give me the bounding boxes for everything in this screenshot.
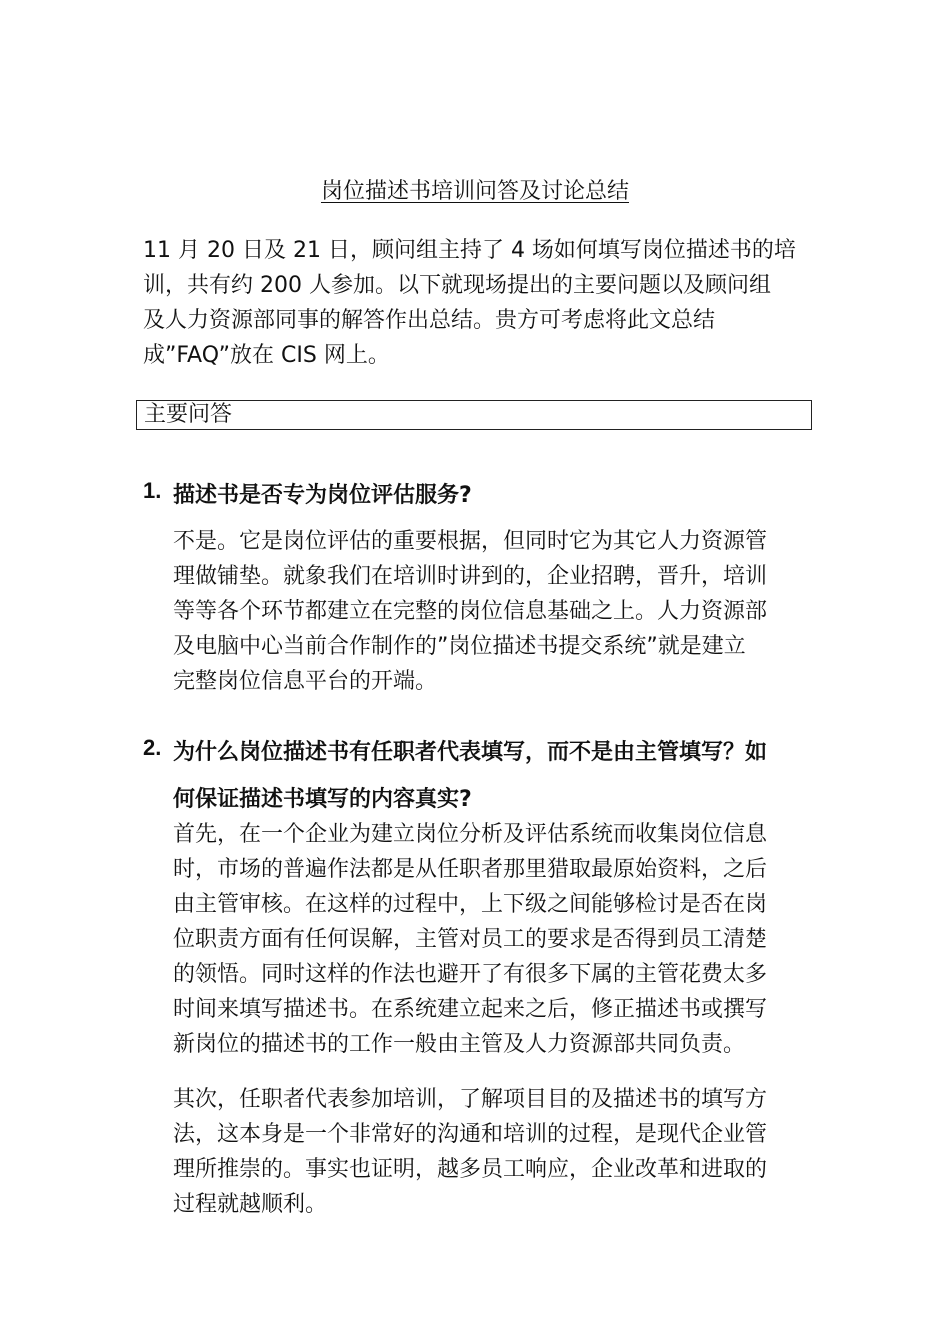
question-text: 为什么岗位描述书有任职者代表填写，而不是由主管填写？如 <box>173 740 768 765</box>
answer-line: 时，市场的普遍作法都是从任职者那里猎取最原始资料，之后 <box>173 857 768 882</box>
answer-line: 位职责方面有任何误解，主管对员工的要求是否得到员工清楚 <box>173 927 768 952</box>
intro-line: 成”FAQ”放在 CIS 网上。 <box>143 343 390 368</box>
intro-line: 训，共有约 200 人参加。以下就现场提出的主要问题以及顾问组 <box>143 273 771 298</box>
answer-line: 理做铺垫。就象我们在培训时讲到的，企业招聘，晋升，培训 <box>173 564 768 589</box>
answer-line: 首先，在一个企业为建立岗位分析及评估系统而收集岗位信息 <box>173 822 768 847</box>
answer-line: 由主管审核。在这样的过程中，上下级之间能够检讨是否在岗 <box>173 892 768 917</box>
section-heading: 主要问答 <box>144 402 233 427</box>
question-text: 何保证描述书填写的内容真实? <box>173 787 472 812</box>
intro-line: 11 月 20 日及 21 日，顾问组主持了 4 场如何填写岗位描述书的培 <box>143 238 796 263</box>
answer-line: 不是。它是岗位评估的重要根据，但同时它为其它人力资源管 <box>173 529 768 554</box>
question-text: 描述书是否专为岗位评估服务? <box>173 483 472 508</box>
answer-line: 过程就越顺利。 <box>173 1192 328 1217</box>
answer-line: 其次，任职者代表参加培训，了解项目目的及描述书的填写方 <box>173 1087 768 1112</box>
intro-paragraph <box>143 233 803 373</box>
question-number: 1. <box>143 478 162 503</box>
answer-line: 等等各个环节都建立在完整的岗位信息基础之上。人力资源部 <box>173 599 768 624</box>
document-title: 岗位描述书培训问答及讨论总结 <box>320 179 629 204</box>
answer-line: 及电脑中心当前合作制作的”岗位描述书提交系统”就是建立 <box>173 634 746 659</box>
answer-line: 时间来填写描述书。在系统建立起来之后，修正描述书或撰写 <box>173 997 768 1022</box>
section-heading-box <box>136 400 812 430</box>
answer-line: 法，这本身是一个非常好的沟通和培训的过程，是现代企业管 <box>173 1122 768 1147</box>
answer-line: 的领悟。同时这样的作法也避开了有很多下属的主管花费太多 <box>173 962 768 987</box>
intro-line: 及人力资源部同事的解答作出总结。贵方可考虑将此文总结 <box>143 308 716 333</box>
question-number: 2. <box>143 735 162 760</box>
answer-line: 完整岗位信息平台的开端。 <box>173 669 438 694</box>
answer-line: 新岗位的描述书的工作一般由主管及人力资源部共同负责。 <box>173 1032 746 1057</box>
answer-line: 理所推崇的。事实也证明，越多员工响应，企业改革和进取的 <box>173 1157 768 1182</box>
